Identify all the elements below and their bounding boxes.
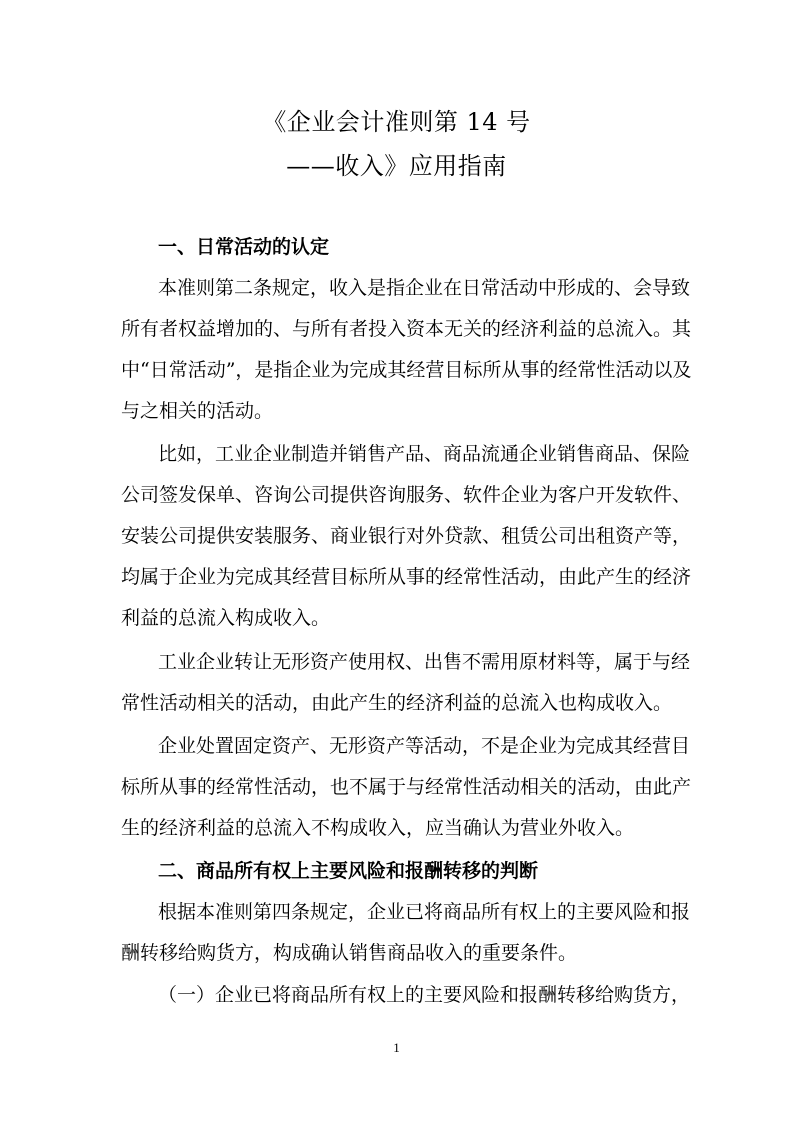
section-1-p1-line-2: 所有者权益增加的、与所有者投入资本无关的经济利益的总流入。其 <box>121 318 692 340</box>
section-1-heading: 一、日常活动的认定 <box>158 236 330 258</box>
section-2-heading: 二、商品所有权上主要风险和报酬转移的判断 <box>158 860 539 882</box>
section-1-p3-line-2: 常性活动相关的活动，由此产生的经济利益的总流入也构成收入。 <box>121 692 673 714</box>
section-1-p2-line-2: 公司签发保单、咨询公司提供咨询服务、软件企业为客户开发软件、 <box>121 484 692 506</box>
section-1-p3-line-1: 工业企业转让无形资产使用权、出售不需用原材料等，属于与经 <box>158 651 691 673</box>
section-1-p1-line-1: 本准则第二条规定，收入是指企业在日常活动中形成的、会导致 <box>158 277 691 299</box>
section-1-p4-line-3: 生的经济利益的总流入不构成收入，应当确认为营业外收入。 <box>121 817 635 839</box>
section-1-p1-line-3: 中“日常活动”，是指企业为完成其经营目标所从事的经常性活动以及 <box>121 359 692 381</box>
section-1-p4-line-1: 企业处置固定资产、无形资产等活动，不是企业为完成其经营目 <box>158 735 691 757</box>
section-1-p4-line-2: 标所从事的经常性活动，也不属于与经常性活动相关的活动，由此产 <box>121 776 692 798</box>
section-1-p2-line-5: 利益的总流入构成收入。 <box>121 607 331 629</box>
section-1-p1-line-4: 与之相关的活动。 <box>121 400 274 422</box>
section-2-p1-line-2: 酬转移给购货方，构成确认销售商品收入的重要条件。 <box>121 942 578 964</box>
section-1-p2-line-4: 均属于企业为完成其经营目标所从事的经常性活动，由此产生的经济 <box>121 566 692 588</box>
section-1-p2-line-3: 安装公司提供安装服务、商业银行对外贷款、租赁公司出租资产等， <box>121 525 692 547</box>
page-number: 1 <box>393 1040 400 1055</box>
document-title-line-1: 《企业会计准则第 14 号 <box>262 108 531 136</box>
document-title-line-2: ——收入》应用指南 <box>286 152 507 180</box>
section-2-p1-line-1: 根据本准则第四条规定，企业已将商品所有权上的主要风险和报 <box>158 901 691 923</box>
section-1-p2-line-1: 比如，工业企业制造并销售产品、商品流通企业销售商品、保险 <box>158 443 691 465</box>
section-2-p2-line-1: （一）企业已将商品所有权上的主要风险和报酬转移给购货方， <box>158 984 691 1006</box>
